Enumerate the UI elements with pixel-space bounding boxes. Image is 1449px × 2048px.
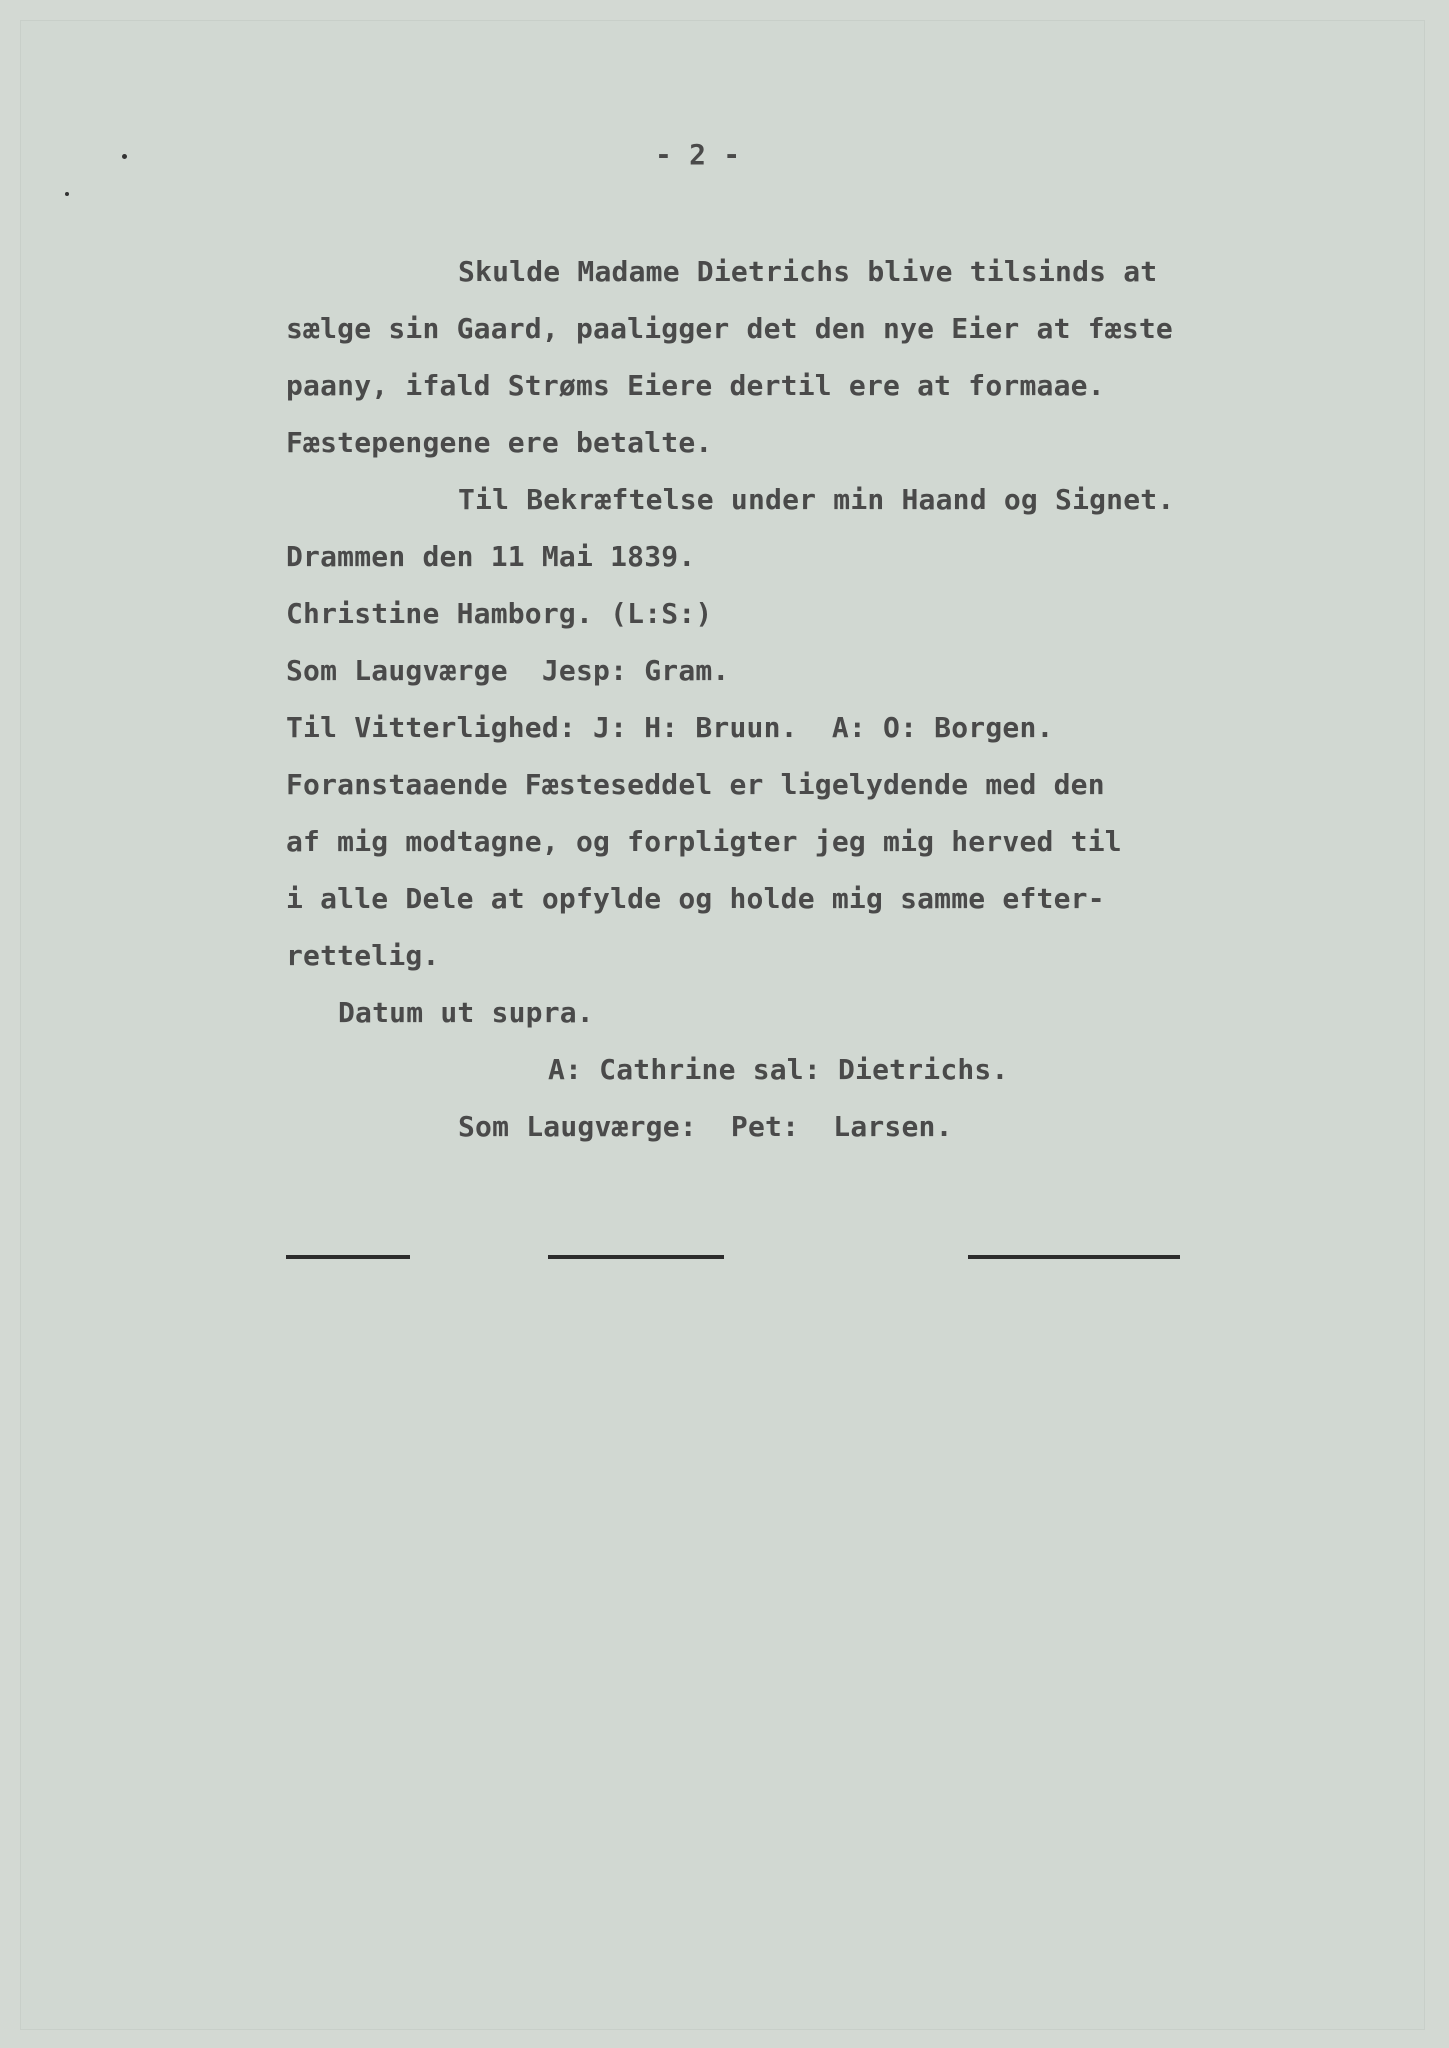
text-line-4: Fæstepengene ere betalte. [286, 426, 713, 459]
text-line-16: Som Laugværge: Pet: Larsen. [458, 1110, 953, 1143]
text-line-2: sælge sin Gaard, paaligger det den nye Eier at fæste [286, 312, 1173, 345]
text-line-13: rettelig. [286, 939, 440, 972]
text-line-8: Som Laugværge Jesp: Gram. [286, 654, 730, 687]
closing-rule-center [548, 1255, 724, 1259]
ink-speck [122, 154, 127, 159]
text-line-7: Christine Hamborg. (L:S:) [286, 597, 713, 630]
ink-speck [65, 192, 69, 196]
text-line-9: Til Vitterlighed: J: H: Bruun. A: O: Borgen. [286, 711, 1054, 744]
text-line-1: Skulde Madame Dietrichs blive tilsinds at [458, 255, 1158, 288]
text-line-3: paany, ifald Strøms Eiere dertil ere at formaae. [286, 369, 1105, 402]
closing-rule-right [968, 1255, 1180, 1259]
text-line-6: Drammen den 11 Mai 1839. [286, 540, 696, 573]
text-line-14: Datum ut supra. [338, 996, 594, 1029]
text-line-10: Foranstaaende Fæsteseddel er ligelydende med den [286, 768, 1105, 801]
text-line-5: Til Bekræftelse under min Haand og Signet. [458, 483, 1175, 516]
text-line-15: A: Cathrine sal: Dietrichs. [548, 1053, 1009, 1086]
closing-rule-left [286, 1255, 410, 1259]
page-number: - 2 - [655, 138, 741, 171]
text-line-11: af mig modtagne, og forpligter jeg mig herved til [286, 825, 1122, 858]
text-line-12: i alle Dele at opfylde og holde mig samme efter- [286, 882, 1105, 915]
